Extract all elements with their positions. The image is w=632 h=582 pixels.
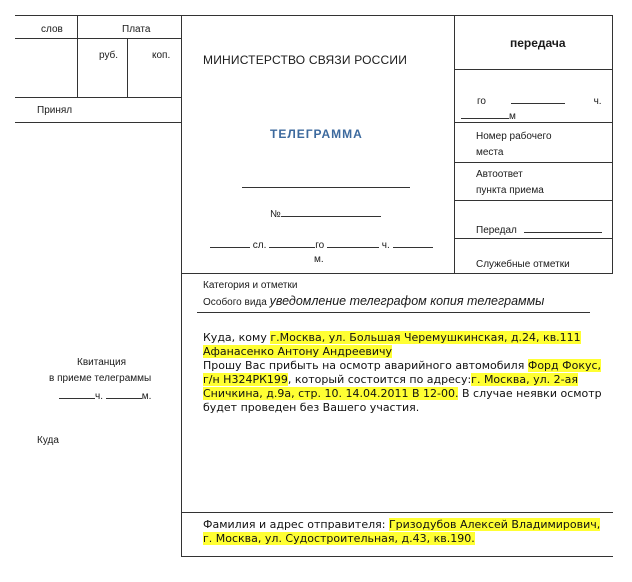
receipt-title: Квитанция xyxy=(77,357,127,368)
receipt-subtitle: в приеме телеграммы xyxy=(49,373,152,384)
receipt-time xyxy=(59,388,151,403)
sender-top-line xyxy=(181,512,613,513)
minute-blank[interactable] xyxy=(393,237,433,248)
receipt-hours-blank[interactable] xyxy=(59,388,95,399)
number-row xyxy=(270,206,381,221)
day-blank[interactable] xyxy=(269,237,315,248)
message-line-1 xyxy=(203,331,611,345)
time-bottom-line xyxy=(454,122,613,123)
receipt-hours-label: ч. xyxy=(95,391,103,402)
accepted-label: Принял xyxy=(37,105,73,116)
go-label: го xyxy=(315,240,325,251)
message-warning: В случае неявки осмотр xyxy=(461,387,602,400)
right-go-label: го xyxy=(477,96,486,107)
number-label: № xyxy=(270,209,281,220)
to-prefix: Куда, кому xyxy=(203,331,267,344)
left-divider xyxy=(181,15,182,557)
right-m-label: м xyxy=(509,111,516,122)
sender-bottom-line xyxy=(181,556,613,557)
transmission-time-row xyxy=(477,93,602,108)
number-blank[interactable] xyxy=(281,206,381,217)
right-minute-blank[interactable] xyxy=(461,108,509,119)
sender-line-2 xyxy=(203,532,611,546)
fee-label: Плата xyxy=(122,24,151,35)
autoreply-line1: Автоответ xyxy=(476,169,523,180)
top-border xyxy=(15,15,613,16)
autoreply-bottom-line xyxy=(454,200,613,201)
transmitted-blank[interactable] xyxy=(524,222,602,233)
telegram-title: ТЕЛЕГРАММА xyxy=(270,127,363,141)
category-line xyxy=(197,312,590,313)
inspection-address-a: г. Москва, ул. 2-ая xyxy=(471,373,578,386)
right-day-blank[interactable] xyxy=(511,93,565,104)
transmitted-label: Передал xyxy=(476,225,517,236)
message-closing: будет проведен без Вашего участия. xyxy=(203,401,420,414)
autoreply-line2: пункта приема xyxy=(476,185,544,196)
transmission-line xyxy=(454,69,613,70)
rub-label: руб. xyxy=(99,50,119,61)
sender-address: г. Москва, ул. Судостроительная, д.43, кв.190. xyxy=(203,532,475,545)
header-bottom-line xyxy=(181,273,613,274)
workplace-line2: места xyxy=(476,147,504,158)
sender-name: Гризодубов Алексей Владимирович, xyxy=(388,518,601,531)
words-label: слов xyxy=(41,24,63,35)
service-marks-label: Служебные отметки xyxy=(476,259,570,270)
ch-label: ч. xyxy=(381,240,390,251)
message-line-5 xyxy=(203,387,611,401)
accepted-bottom-line xyxy=(15,122,181,123)
message-line-6 xyxy=(203,401,611,415)
car-model: Форд Фокус, xyxy=(527,359,602,372)
to-label: Куда xyxy=(37,435,59,446)
transmitted-bottom-line xyxy=(454,238,613,239)
category-line2 xyxy=(203,295,544,309)
rub-kop-divider xyxy=(127,38,128,97)
addressee-line xyxy=(242,187,410,188)
message-line-3 xyxy=(203,359,611,373)
receipt-minutes-label: м. xyxy=(141,391,152,402)
right-divider xyxy=(454,15,455,273)
message-request: Прошу Вас прибыть на осмотр аварийного автомобиля xyxy=(203,359,525,372)
transmitted-row xyxy=(476,222,602,237)
right-ch-label: ч. xyxy=(593,96,602,107)
time-row xyxy=(210,237,433,252)
transmission-title: передача xyxy=(510,36,566,50)
category-special-value: уведомление телеграфом копия телеграммы xyxy=(269,294,545,308)
sender-line-1 xyxy=(203,518,611,532)
car-plate: г/н Н324РК199 xyxy=(203,373,288,386)
recipient-name: Афанасенко Антону Андреевичу xyxy=(203,345,393,358)
workplace-line1: Номер рабочего xyxy=(476,131,552,142)
sender-label: Фамилия и адрес отправителя: xyxy=(203,518,386,531)
telegram-form xyxy=(15,15,613,571)
fee-row-line xyxy=(15,38,181,39)
workplace-bottom-line xyxy=(454,162,613,163)
words-count-blank[interactable] xyxy=(210,237,250,248)
right-border xyxy=(612,15,613,273)
message-location-text: , который состоится по адресу: xyxy=(287,373,472,386)
message-body xyxy=(203,331,611,415)
inspection-address-b: Сничкина, д.9а, стр. 10. 14.04.2011 В 12-00. xyxy=(203,387,459,400)
fee-bottom-line xyxy=(15,97,181,98)
transmission-min-row xyxy=(461,108,516,123)
category-line1: Категория и отметки xyxy=(203,280,298,291)
m-label: м. xyxy=(314,254,324,265)
receipt-minutes-blank[interactable] xyxy=(106,388,142,399)
ministry-name: МИНИСТЕРСТВО СВЯЗИ РОССИИ xyxy=(203,53,408,67)
words-divider xyxy=(77,15,78,97)
kop-label: коп. xyxy=(152,50,171,61)
sl-label: сл. xyxy=(252,240,267,251)
message-line-4 xyxy=(203,373,611,387)
sender-block xyxy=(203,518,611,546)
hour-blank[interactable] xyxy=(327,237,379,248)
category-special-label: Особого вида xyxy=(203,297,267,308)
recipient-address: г.Москва, ул. Большая Черемушкинская, д.24, кв.111 xyxy=(270,331,581,344)
message-line-2 xyxy=(203,345,611,359)
